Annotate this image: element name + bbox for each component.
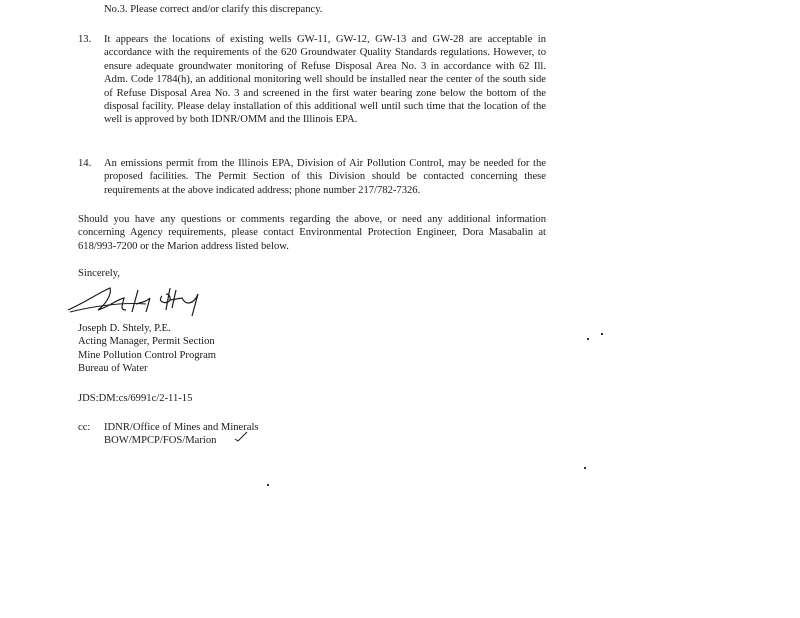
checkmark-icon (234, 430, 248, 442)
cc-item: BOW/MPCP/FOS/Marion (104, 435, 217, 447)
handwritten-signature (66, 280, 216, 325)
scan-speck (601, 333, 603, 335)
top-fragment: No.3. Please correct and/or clarify this discrepancy. (104, 4, 323, 15)
signature-block (78, 322, 216, 376)
signatory-name: Joseph D. Shtely, P.E. (78, 323, 171, 334)
signatory-title-2: Mine Pollution Control Program (78, 349, 217, 361)
cc-item: IDNR/Office of Mines and Minerals (104, 422, 259, 433)
cc-label: cc: (78, 422, 91, 433)
scan-speck (587, 338, 589, 340)
closing-paragraph: Should you have any questions or comments regarding the above, or need any additional information concerning Agency requirements, please contact Environmental Protection Engineer, Dora Masabalin at 618/993-7200 or the Marion address listed below. (78, 214, 546, 252)
signatory-title-3: Bureau of Water (78, 363, 148, 375)
item-14-text: An emissions permit from the Illinois EPA, Division of Air Pollution Control, may be needed for the proposed facilities. The Permit Section of this Division should be contacted concerning these requirements at the above indicated address; phone number 217/782-7326. (104, 158, 546, 196)
item-13-text: It appears the locations of existing wells GW-11, GW-12, GW-13 and GW-28 are acceptable in accordance with the requirements of the 620 Groundwater Quality Standards regulations. However, to ensure adequate groundwater monitoring of Refuse Disposal Area No. 3 in accordance with 62 Ill. Adm. Code 1784(h), an additional monitoring well should be installed near the center of the south side of Refuse Disposal Area No. 3 and screened in the first water bearing zone below the bottom of the disposal facility. Please delay installation of this additional well until such time that the location of the well is approved by both IDNR/OMM and the Illinois EPA. (104, 34, 546, 126)
item-13-number: 13. (78, 34, 92, 45)
scan-speck (584, 467, 586, 469)
salutation: Sincerely, (78, 268, 120, 279)
reference-initials: JDS:DM:cs/6991c/2-11-15 (78, 393, 193, 404)
scan-speck (267, 484, 269, 486)
signatory-title-1: Acting Manager, Permit Section (78, 336, 215, 348)
item-14-number: 14. (78, 158, 92, 169)
